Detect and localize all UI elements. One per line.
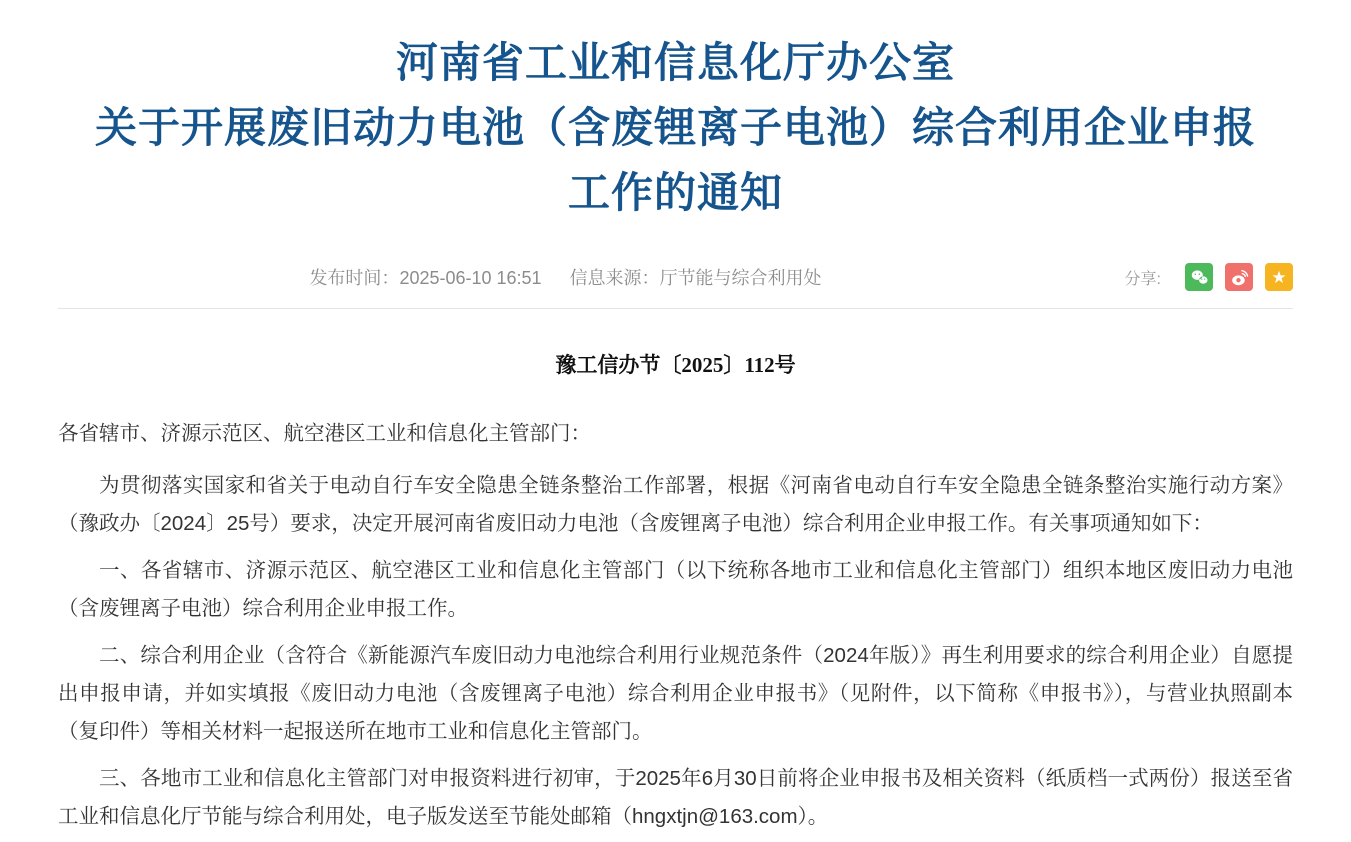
header-divider xyxy=(58,308,1293,309)
weibo-share-icon[interactable] xyxy=(1225,263,1253,291)
title-line-2: 关于开展废旧动力电池（含废锂离子电池）综合利用企业申报 xyxy=(94,104,1256,151)
share-label: 分享: xyxy=(1124,270,1161,288)
doc-number: 豫工信办节〔2025〕112号 xyxy=(555,353,796,377)
paragraph-item-2: 二、综合利用企业（含符合《新能源汽车废旧动力电池综合利用行业规范条件（2024年版）》再生利用要求的综合利用企业）自愿提出申报申请，并如实填报《废旧动力电池（含废锂离子电池）综合利用企业申报书》（见附件，以下简称《申报书》），与营业执照副本（复印件）等相关材料一起报送所在地市工业和信息化主管部门。 xyxy=(58,644,1293,743)
title-line-3: 工作的通知 xyxy=(567,169,783,216)
salutation: 各省辖市、济源示范区、航空港区工业和信息化主管部门： xyxy=(58,422,591,445)
paragraph-intro: 为贯彻落实国家和省关于电动自行车安全隐患全链条整治工作部署，根据《河南省电动自行车安全隐患全链条整治实施行动方案》（豫政办〔2024〕25号）要求，决定开展河南省废旧动力电池（含废锂离子电池）综合利用企业申报工作。有关事项通知如下： xyxy=(58,474,1293,535)
source-label: 信息来源： xyxy=(569,268,660,288)
publish-time-label: 发布时间： xyxy=(309,268,400,288)
favorite-share-icon[interactable] xyxy=(1265,263,1293,291)
notice-text xyxy=(58,415,1293,836)
meta-row xyxy=(58,261,1293,293)
article-header xyxy=(58,30,1293,309)
article-title xyxy=(58,30,1293,225)
paragraph-item-1: 一、各省辖市、济源示范区、航空港区工业和信息化主管部门（以下统称各地市工业和信息化主管部门）组织本地区废旧动力电池（含废锂离子电池）综合利用企业申报工作。 xyxy=(58,559,1293,620)
share-bar xyxy=(1073,263,1293,291)
wechat-share-icon[interactable] xyxy=(1185,263,1213,291)
title-line-1: 河南省工业和信息化厅办公室 xyxy=(395,39,955,86)
publish-time-value: 2025-06-10 16:51 xyxy=(399,268,542,288)
article-body xyxy=(58,349,1293,836)
source-value: 厅节能与综合利用处 xyxy=(659,268,822,288)
meta-info xyxy=(58,264,1073,290)
paragraph-item-3: 三、各地市工业和信息化主管部门对申报资料进行初审，于2025年6月30日前将企业申报书及相关资料（纸质档一式两份）报送至省工业和信息化厅节能与综合利用处，电子版发送至节能处邮箱（hngxtjn@163.com）。 xyxy=(58,767,1293,828)
star-icon: ★ xyxy=(1271,267,1287,287)
